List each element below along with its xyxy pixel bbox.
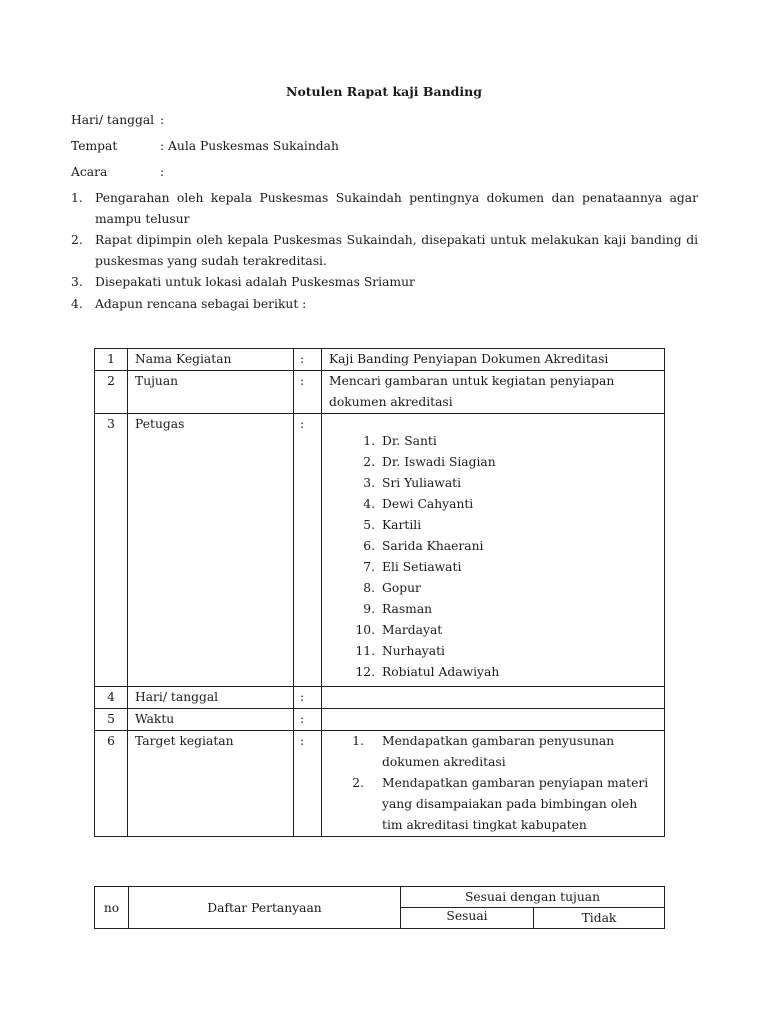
list-item	[329, 452, 664, 473]
item-number: 3.	[363, 476, 375, 490]
item-name: Dewi Cahyanti	[382, 497, 474, 511]
item-name: Kartili	[382, 518, 422, 532]
row-number: 4	[95, 687, 128, 709]
item-number: 7.	[363, 560, 375, 574]
col-tidak-header: Tidak	[534, 908, 665, 929]
document-title: Notulen Rapat kaji Banding	[286, 84, 482, 99]
plan-table	[94, 348, 665, 837]
petugas-list	[329, 431, 664, 683]
table-row	[95, 414, 665, 687]
table-row	[95, 709, 665, 731]
item-name: Eli Setiawati	[382, 560, 462, 574]
row-number: 2	[95, 371, 128, 414]
point-number: 2.	[71, 233, 83, 247]
item-name: Robiatul Adawiyah	[382, 665, 500, 679]
list-item	[329, 515, 664, 536]
petugas-cell	[322, 414, 665, 687]
list-item	[329, 557, 664, 578]
targets-list	[329, 731, 650, 836]
table-row	[95, 887, 665, 908]
row-colon: :	[294, 731, 322, 837]
meta-label: Tempat	[71, 139, 118, 153]
list-item	[329, 641, 664, 662]
row-value: Kaji Banding Penyiapan Dokumen Akreditasi	[322, 349, 665, 371]
col-sesuai-header: Sesuai	[401, 908, 534, 929]
row-colon: :	[294, 349, 322, 371]
item-name: Sarida Khaerani	[382, 539, 484, 553]
row-number: 5	[95, 709, 128, 731]
row-label: Hari/ tanggal	[128, 687, 294, 709]
row-label: Tujuan	[128, 371, 294, 414]
row-number: 1	[95, 349, 128, 371]
table-row	[95, 349, 665, 371]
table-row	[95, 371, 665, 414]
item-name: Sri Yuliawati	[382, 476, 462, 490]
item-number: 6.	[363, 539, 375, 553]
list-item	[329, 731, 650, 773]
row-value: Mencari gambaran untuk kegiatan penyiapan dokumen akreditasi	[322, 371, 665, 414]
item-number: 12.	[355, 665, 375, 679]
point-number: 4.	[71, 297, 83, 311]
meta-value: :	[160, 113, 165, 127]
meta-value: :	[160, 165, 165, 179]
meta-value: : Aula Puskesmas Sukaindah	[160, 139, 339, 153]
row-colon: :	[294, 371, 322, 414]
item-number: 2.	[363, 455, 375, 469]
col-group-header: Sesuai dengan tujuan	[401, 887, 665, 908]
point-text: Adapun rencana sebagai berikut :	[95, 297, 307, 311]
list-item	[329, 431, 664, 452]
question-table	[94, 886, 665, 929]
row-label: Waktu	[128, 709, 294, 731]
item-number: 1.	[352, 734, 364, 748]
point-number: 3.	[71, 275, 83, 289]
item-name: Dr. Santi	[382, 434, 437, 448]
row-value	[322, 709, 665, 731]
meta-label: Hari/ tanggal	[71, 113, 155, 127]
list-item	[329, 773, 650, 836]
list-item	[329, 473, 664, 494]
item-text: Mendapatkan gambaran penyusunan dokumen akreditasi	[382, 734, 615, 769]
row-colon: :	[294, 414, 322, 687]
list-item	[329, 536, 664, 557]
point-text: Disepakati untuk lokasi adalah Puskesmas Sriamur	[95, 275, 415, 289]
item-number: 2.	[352, 776, 364, 790]
point-text: Rapat dipimpin oleh kepala Puskesmas Sukaindah, disepakati untuk melakukan kaji banding di puskesmas yang sudah terakreditasi.	[95, 233, 698, 268]
meta-label: Acara	[71, 165, 108, 179]
col-no-header: no	[95, 887, 129, 929]
item-name: Rasman	[382, 602, 433, 616]
item-name: Mardayat	[382, 623, 443, 637]
row-value	[322, 687, 665, 709]
row-number: 6	[95, 731, 128, 837]
row-label: Nama Kegiatan	[128, 349, 294, 371]
item-number: 4.	[363, 497, 375, 511]
point-number: 1.	[71, 191, 83, 205]
item-number: 8.	[363, 581, 375, 595]
list-item	[329, 494, 664, 515]
item-number: 5.	[363, 518, 375, 532]
list-item	[329, 599, 664, 620]
row-colon: :	[294, 709, 322, 731]
item-name: Dr. Iswadi Siagian	[382, 455, 496, 469]
item-text: Mendapatkan gambaran penyiapan materi yang disampaiakan pada bimbingan oleh tim akreditasi tingkat kabupaten	[382, 776, 649, 832]
list-item	[329, 662, 664, 683]
col-questions-header: Daftar Pertanyaan	[129, 887, 401, 929]
row-colon: :	[294, 687, 322, 709]
table-row	[95, 731, 665, 837]
item-number: 10.	[355, 623, 375, 637]
row-number: 3	[95, 414, 128, 687]
item-number: 1.	[363, 434, 375, 448]
row-label: Target kegiatan	[128, 731, 294, 837]
item-name: Nurhayati	[382, 644, 445, 658]
item-number: 9.	[363, 602, 375, 616]
row-label: Petugas	[128, 414, 294, 687]
item-number: 11.	[355, 644, 375, 658]
targets-cell	[322, 731, 665, 837]
list-item	[329, 578, 664, 599]
item-name: Gopur	[382, 581, 421, 595]
point-text: Pengarahan oleh kepala Puskesmas Sukaindah pentingnya dokumen dan penataannya agar mampu telusur	[95, 191, 698, 226]
list-item	[329, 620, 664, 641]
table-row	[95, 687, 665, 709]
